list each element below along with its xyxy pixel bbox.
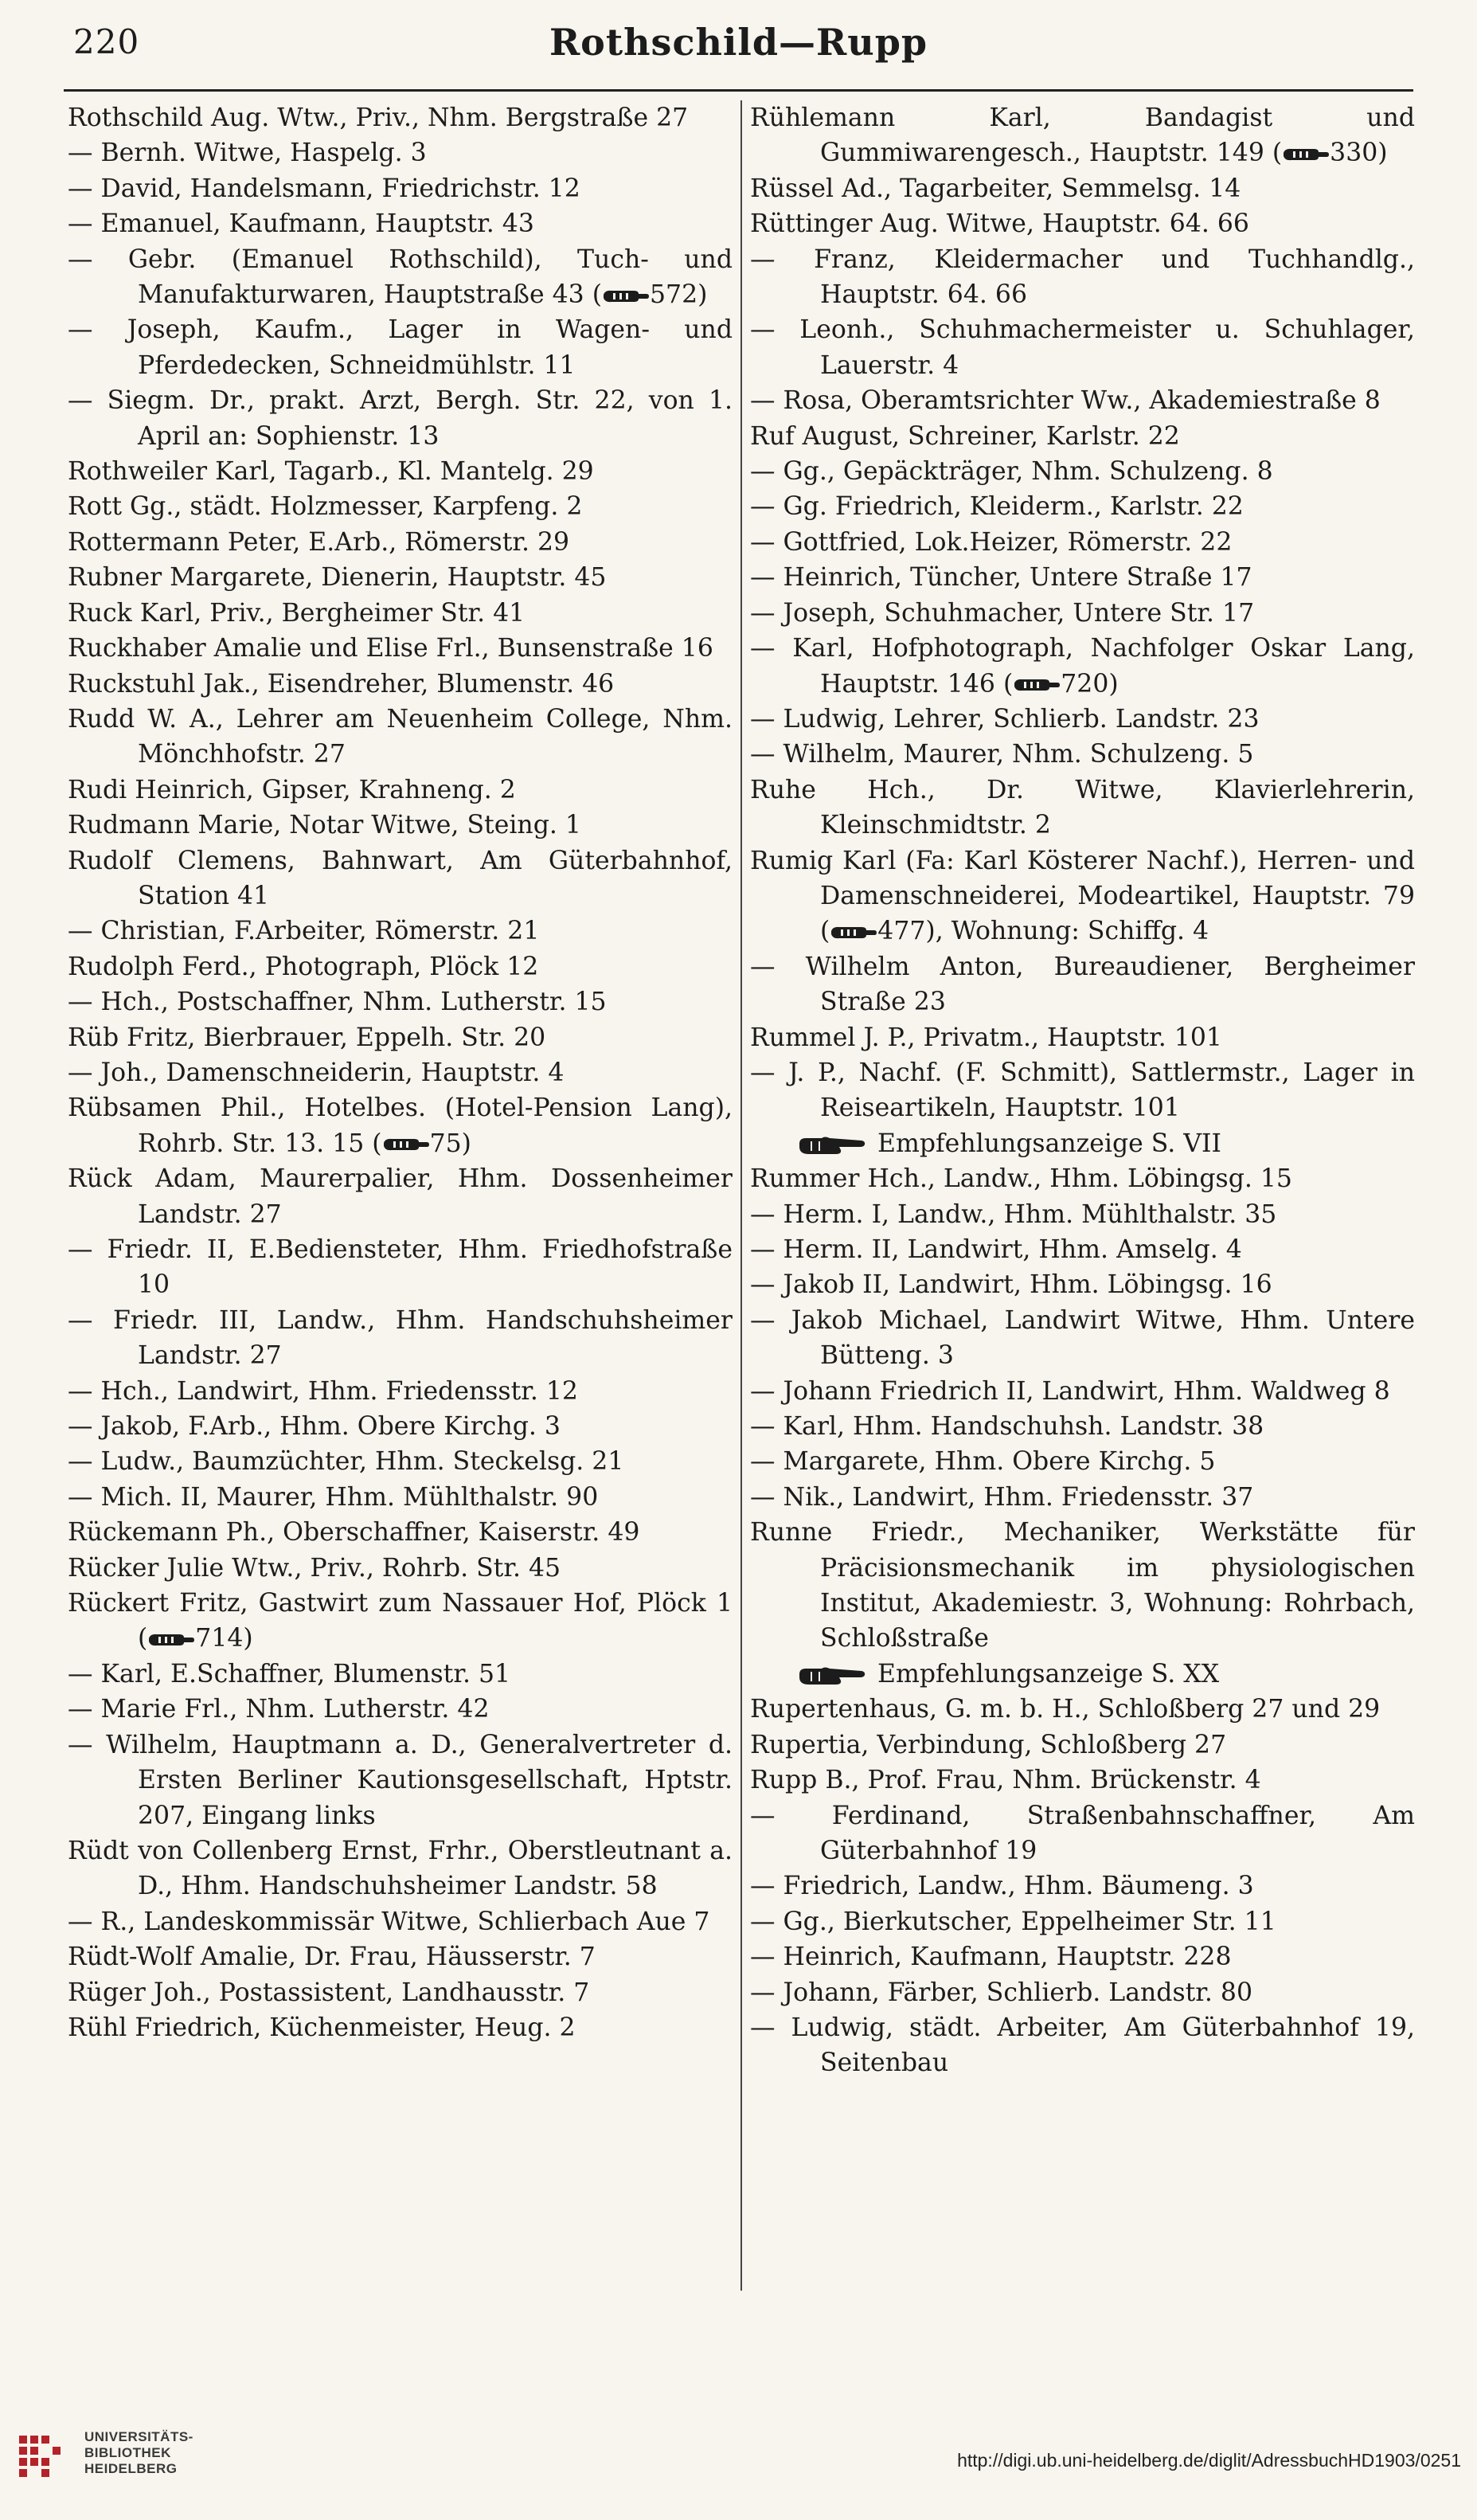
entry-text: — Hch., Postschaffner, Nhm. Lutherstr. 15 bbox=[68, 988, 607, 1017]
entry-text: — Karl, Hofphotograph, Nachfolger Oskar Lang, Hauptstr. 146 ( bbox=[750, 634, 1415, 698]
directory-entry bbox=[68, 596, 733, 631]
entry-text: Rüssel Ad., Tagarbeiter, Semmelsg. 14 bbox=[750, 174, 1241, 203]
notice-text: Empfehlungsanzeige S. VII bbox=[877, 1129, 1221, 1158]
page-header bbox=[0, 0, 1477, 104]
entry-text: — Friedrich, Landw., Hhm. Bäumeng. 3 bbox=[750, 1872, 1254, 1901]
directory-entry bbox=[750, 206, 1415, 241]
directory-entry bbox=[750, 1798, 1415, 1869]
directory-entry bbox=[750, 1409, 1415, 1444]
directory-entry bbox=[68, 489, 733, 524]
entry-text: — Joseph, Schuhmacher, Untere Str. 17 bbox=[750, 598, 1255, 628]
directory-entry bbox=[750, 631, 1415, 702]
entry-text: Rudi Heinrich, Gipser, Krahneng. 2 bbox=[68, 775, 516, 804]
directory-entry bbox=[750, 1763, 1415, 1798]
entry-text: Rupertenhaus, G. m. b. H., Schloßberg 27 und 29 bbox=[750, 1695, 1381, 1724]
entry-text: — Jakob II, Landwirt, Hhm. Löbingsg. 16 bbox=[750, 1270, 1272, 1300]
entry-text: — Herm. I, Landw., Hhm. Mühlthalstr. 35 bbox=[750, 1199, 1277, 1229]
directory-entry bbox=[750, 1267, 1415, 1302]
header-rule bbox=[64, 89, 1413, 92]
entry-text: Rühlemann Karl, Bandagist und Gummiwarengesch., Hauptstr. 149 ( bbox=[750, 104, 1415, 168]
entry-text: — Wilhelm, Maurer, Nhm. Schulzeng. 5 bbox=[750, 740, 1254, 769]
library-name-line-2: BIBLIOTHEK bbox=[84, 2445, 171, 2460]
entry-text: Ruckhaber Amalie und Elise Frl., Bunsenstraße 16 bbox=[68, 634, 713, 663]
entry-text: Rücker Julie Wtw., Priv., Rohrb. Str. 45 bbox=[68, 1553, 561, 1583]
entry-text: Rummer Hch., Landw., Hhm. Löbingsg. 15 bbox=[750, 1164, 1292, 1194]
library-logo-icon bbox=[14, 2428, 72, 2485]
entry-text: — Johann Friedrich II, Landwirt, Hhm. Waldweg 8 bbox=[750, 1376, 1390, 1406]
entry-text: — Emanuel, Kaufmann, Hauptstr. 43 bbox=[68, 209, 534, 239]
directory-entry bbox=[750, 1904, 1415, 1939]
directory-entry bbox=[68, 1833, 733, 1904]
source-url[interactable]: http://digi.ub.uni-heidelberg.de/diglit/AdressbuchHD1903/0251 bbox=[957, 2450, 1461, 2471]
directory-entry bbox=[750, 100, 1415, 171]
right-column bbox=[750, 100, 1415, 2330]
directory-entry bbox=[750, 1480, 1415, 1515]
entry-text: — Karl, Hhm. Handschuhsh. Landstr. 38 bbox=[750, 1412, 1264, 1442]
directory-entry bbox=[750, 596, 1415, 631]
telephone-number: 572 bbox=[650, 280, 698, 310]
directory-entry bbox=[68, 1444, 733, 1479]
directory-entry bbox=[68, 454, 733, 489]
entry-text: — Ludwig, städt. Arbeiter, Am Güterbahnhof 19, Seitenbau bbox=[750, 2013, 1415, 2078]
entry-text-after: ), Wohnung: Schiffg. 4 bbox=[925, 917, 1209, 946]
directory-entry bbox=[68, 631, 733, 666]
telephone-hand-icon bbox=[1013, 676, 1061, 694]
directory-entry bbox=[68, 949, 733, 984]
directory-entry bbox=[68, 1692, 733, 1727]
directory-entry bbox=[750, 1197, 1415, 1232]
entry-text: Ruf August, Schreiner, Karlstr. 22 bbox=[750, 421, 1180, 451]
entry-text: — Margarete, Hhm. Obere Kirchg. 5 bbox=[750, 1447, 1216, 1477]
library-name-line-3: HEIDELBERG bbox=[84, 2461, 178, 2476]
entry-text: — Herm. II, Landwirt, Hhm. Amselg. 4 bbox=[750, 1235, 1242, 1264]
notice-entry bbox=[750, 1126, 1415, 1161]
directory-entry bbox=[68, 1303, 733, 1374]
entry-text-after: ) bbox=[461, 1129, 471, 1158]
directory-entry bbox=[750, 419, 1415, 454]
entry-text: — Ludwig, Lehrer, Schlierb. Landstr. 23 bbox=[750, 704, 1260, 734]
entry-text: Rudolf Clemens, Bahnwart, Am Güterbahnhof, Station 41 bbox=[68, 846, 733, 910]
directory-entry bbox=[68, 525, 733, 560]
entry-text: Rudolph Ferd., Photograph, Plöck 12 bbox=[68, 952, 539, 981]
entry-text: — Nik., Landwirt, Hhm. Friedensstr. 37 bbox=[750, 1482, 1254, 1512]
entry-text: — Gg., Bierkutscher, Eppelheimer Str. 11 bbox=[750, 1907, 1276, 1936]
directory-entry bbox=[750, 737, 1415, 772]
notice-entry bbox=[750, 1657, 1415, 1692]
entry-text: — Wilhelm, Hauptmann a. D., Generalvertreter d. Ersten Berliner Kautionsgesellschaft, Hptstr. 207, Eingang links bbox=[68, 1730, 733, 1830]
entry-text: Ruhe Hch., Dr. Witwe, Klavierlehrerin, Kleinschmidtstr. 2 bbox=[750, 775, 1415, 840]
notice-text: Empfehlungsanzeige S. XX bbox=[877, 1659, 1220, 1688]
entry-text: Rüdt-Wolf Amalie, Dr. Frau, Häusserstr. 7 bbox=[68, 1943, 596, 1972]
directory-entry bbox=[750, 1975, 1415, 2010]
directory-entry bbox=[68, 312, 733, 383]
entry-text-after: ) bbox=[697, 280, 708, 310]
pointing-hand-icon bbox=[798, 1663, 866, 1687]
telephone-hand-icon bbox=[1282, 146, 1330, 163]
entry-text: — David, Handelsmann, Friedrichstr. 12 bbox=[68, 174, 580, 203]
directory-entry bbox=[68, 1586, 733, 1657]
entry-text: — J. P., Nachf. (F. Schmitt), Sattlermstr., Lager in Reiseartikeln, Hauptstr. 101 bbox=[750, 1058, 1415, 1123]
entry-text: — Karl, E.Schaffner, Blumenstr. 51 bbox=[68, 1659, 511, 1688]
directory-entry bbox=[68, 1657, 733, 1692]
directory-entry bbox=[750, 383, 1415, 418]
entry-text: Rothschild Aug. Wtw., Priv., Nhm. Bergstraße 27 bbox=[68, 104, 689, 132]
entry-text: Rupertia, Verbindung, Schloßberg 27 bbox=[750, 1730, 1227, 1759]
entry-text: Rückemann Ph., Oberschaffner, Kaiserstr. 49 bbox=[68, 1518, 640, 1548]
directory-entry bbox=[68, 1409, 733, 1444]
directory-entry bbox=[750, 773, 1415, 843]
entry-text: — Heinrich, Tüncher, Untere Straße 17 bbox=[750, 563, 1252, 593]
entry-text-after: ) bbox=[1108, 669, 1119, 698]
directory-entry bbox=[750, 1020, 1415, 1055]
directory-entry bbox=[750, 1232, 1415, 1267]
directory-entry bbox=[68, 1020, 733, 1055]
entry-text: Rothweiler Karl, Tagarb., Kl. Mantelg. 29 bbox=[68, 457, 594, 487]
entry-text: — Johann, Färber, Schlierb. Landstr. 80 bbox=[750, 1978, 1252, 2007]
directory-entry bbox=[68, 100, 733, 135]
entry-text: — Leonh., Schuhmachermeister u. Schuhlager, Lauerstr. 4 bbox=[750, 315, 1415, 380]
directory-entry bbox=[68, 808, 733, 843]
directory-entry bbox=[68, 773, 733, 808]
directory-entry bbox=[68, 1374, 733, 1409]
entry-text: — Jakob, F.Arb., Hhm. Obere Kirchg. 3 bbox=[68, 1412, 561, 1442]
telephone-hand-icon bbox=[830, 924, 877, 941]
telephone-number: 720 bbox=[1061, 669, 1109, 698]
directory-entry bbox=[68, 1232, 733, 1303]
directory-entry bbox=[750, 949, 1415, 1020]
entry-text: — Joseph, Kaufm., Lager in Wagen- und Pferdedecken, Schneidmühlstr. 11 bbox=[68, 315, 733, 380]
library-name-line-1: UNIVERSITÄTS- bbox=[84, 2429, 193, 2444]
entry-text: Rudmann Marie, Notar Witwe, Steing. 1 bbox=[68, 811, 581, 840]
page-number: 220 bbox=[73, 22, 140, 61]
running-title: Rothschild—Rupp bbox=[549, 21, 928, 64]
directory-entry bbox=[68, 1055, 733, 1090]
directory-entry bbox=[68, 1904, 733, 1939]
directory-entry bbox=[68, 1551, 733, 1586]
entry-text: — Christian, F.Arbeiter, Römerstr. 21 bbox=[68, 917, 540, 946]
directory-entry bbox=[750, 1515, 1415, 1657]
directory-entry bbox=[750, 525, 1415, 560]
directory-entry bbox=[68, 667, 733, 702]
telephone-number: 714 bbox=[195, 1624, 244, 1653]
telephone-hand-icon bbox=[602, 288, 650, 305]
entry-text: Rupp B., Prof. Frau, Nhm. Brückenstr. 4 bbox=[750, 1766, 1261, 1795]
entry-text: — Gebr. (Emanuel Rothschild), Tuch- und Manufakturwaren, Hauptstraße 43 ( bbox=[68, 245, 733, 310]
pointing-hand-icon bbox=[798, 1133, 866, 1156]
entry-text: Ruck Karl, Priv., Bergheimer Str. 41 bbox=[68, 598, 526, 628]
entry-text: Rückert Fritz, Gastwirt zum Nassauer Hof, Plöck 1 ( bbox=[68, 1589, 733, 1653]
directory-entry bbox=[68, 560, 733, 595]
directory-entry bbox=[68, 1939, 733, 1974]
entry-text: Rumig Karl (Fa: Karl Kösterer Nachf.), Herren- und Damenschneiderei, Modeartikel, Hauptstr. 79 ( bbox=[750, 846, 1415, 946]
entry-text: — Wilhelm Anton, Bureaudiener, Bergheimer Straße 23 bbox=[750, 952, 1415, 1017]
directory-entry bbox=[750, 1728, 1415, 1763]
telephone-hand-icon bbox=[147, 1631, 195, 1649]
directory-entry bbox=[68, 1480, 733, 1515]
entry-text: Rübsamen Phil., Hotelbes. (Hotel-Pension Lang), Rohrb. Str. 13. 15 ( bbox=[68, 1094, 733, 1158]
entry-text: — Jakob Michael, Landwirt Witwe, Hhm. Untere Bütteng. 3 bbox=[750, 1305, 1415, 1371]
left-column bbox=[68, 100, 733, 2330]
entry-text: — Ferdinand, Straßenbahnschaffner, Am Güterbahnhof 19 bbox=[750, 1801, 1415, 1865]
entry-text: Rüttinger Aug. Witwe, Hauptstr. 64. 66 bbox=[750, 209, 1249, 239]
directory-entry bbox=[68, 206, 733, 241]
column-divider bbox=[740, 100, 742, 2291]
directory-entry bbox=[750, 1055, 1415, 1126]
entry-text: Rühl Friedrich, Küchenmeister, Heug. 2 bbox=[68, 2013, 576, 2042]
entry-text: Rüger Joh., Postassistent, Landhausstr. 7 bbox=[68, 1978, 590, 2007]
directory-entry bbox=[750, 1868, 1415, 1904]
directory-entry bbox=[68, 242, 733, 313]
directory-entry bbox=[68, 1090, 733, 1161]
directory-entry bbox=[68, 843, 733, 914]
directory-entry bbox=[68, 2010, 733, 2045]
telephone-number: 330 bbox=[1330, 139, 1378, 168]
entry-text: Rubner Margarete, Dienerin, Hauptstr. 45 bbox=[68, 563, 607, 593]
entry-text: — Franz, Kleidermacher und Tuchhandlg., Hauptstr. 64. 66 bbox=[750, 245, 1415, 310]
directory-entry bbox=[750, 312, 1415, 383]
directory-entry bbox=[68, 135, 733, 170]
entry-text: — Gottfried, Lok.Heizer, Römerstr. 22 bbox=[750, 527, 1233, 557]
entry-text: — Hch., Landwirt, Hhm. Friedensstr. 12 bbox=[68, 1376, 578, 1406]
directory-entry bbox=[750, 1939, 1415, 1974]
directory-entry bbox=[68, 984, 733, 1019]
directory-entry bbox=[750, 1374, 1415, 1409]
entry-text: Runne Friedr., Mechaniker, Werkstätte für Präcisionsmechanik im physiologischen Institut, Akademiestr. 3, Wohnung: Rohrbach, Schloßstraße bbox=[750, 1518, 1415, 1653]
directory-entry bbox=[68, 1161, 733, 1232]
entry-text: Rüb Fritz, Bierbrauer, Eppelh. Str. 20 bbox=[68, 1023, 546, 1052]
entry-text: — Gg., Gepäckträger, Nhm. Schulzeng. 8 bbox=[750, 457, 1273, 487]
entry-text: — Joh., Damenschneiderin, Hauptstr. 4 bbox=[68, 1058, 565, 1087]
entry-text: Rüdt von Collenberg Ernst, Frhr., Oberstleutnant a. D., Hhm. Handschuhsheimer Landstr. 58 bbox=[68, 1836, 733, 1901]
entry-text: — Friedr. II, E.Bediensteter, Hhm. Friedhofstraße 10 bbox=[68, 1235, 733, 1300]
directory-entry bbox=[750, 489, 1415, 524]
entry-text: Ruckstuhl Jak., Eisendreher, Blumenstr. 46 bbox=[68, 669, 615, 698]
directory-entry bbox=[750, 1303, 1415, 1374]
entry-text: — Friedr. III, Landw., Hhm. Handschuhsheimer Landstr. 27 bbox=[68, 1305, 733, 1371]
directory-entry bbox=[750, 1161, 1415, 1196]
directory-entry bbox=[750, 2010, 1415, 2081]
directory-entry bbox=[750, 242, 1415, 313]
entry-text: Rottermann Peter, E.Arb., Römerstr. 29 bbox=[68, 527, 570, 557]
directory-entry bbox=[750, 1444, 1415, 1479]
entry-text: — Gg. Friedrich, Kleiderm., Karlstr. 22 bbox=[750, 492, 1244, 522]
directory-entry bbox=[750, 560, 1415, 595]
entry-text: — Heinrich, Kaufmann, Hauptstr. 228 bbox=[750, 1943, 1232, 1972]
entry-text-after: ) bbox=[1377, 139, 1388, 168]
directory-entry bbox=[750, 454, 1415, 489]
telephone-hand-icon bbox=[382, 1136, 430, 1153]
directory-entry bbox=[68, 383, 733, 454]
footer bbox=[0, 2381, 1477, 2520]
entry-text-after: ) bbox=[243, 1624, 253, 1653]
directory-entry bbox=[68, 702, 733, 773]
entry-text: Rück Adam, Maurerpalier, Hhm. Dossenheimer Landstr. 27 bbox=[68, 1164, 733, 1229]
directory-entry bbox=[68, 1728, 733, 1833]
directory-entry bbox=[750, 171, 1415, 206]
entry-text: Rudd W. A., Lehrer am Neuenheim College, Nhm. Mönchhofstr. 27 bbox=[68, 704, 733, 769]
directory-entry bbox=[750, 702, 1415, 737]
entry-text: — Siegm. Dr., prakt. Arzt, Bergh. Str. 22, von 1. April an: Sophienstr. 13 bbox=[68, 386, 733, 451]
entry-text: — Rosa, Oberamtsrichter Ww., Akademiestraße 8 bbox=[750, 386, 1381, 416]
directory-entry bbox=[68, 1515, 733, 1550]
directory-entry bbox=[750, 843, 1415, 949]
entry-text: Rummel J. P., Privatm., Hauptstr. 101 bbox=[750, 1023, 1222, 1052]
entry-text: — Bernh. Witwe, Haspelg. 3 bbox=[68, 139, 427, 168]
library-name bbox=[84, 2429, 193, 2477]
entry-text: Rott Gg., städt. Holzmesser, Karpfeng. 2 bbox=[68, 492, 583, 522]
telephone-number: 75 bbox=[429, 1129, 462, 1158]
directory-entry bbox=[750, 1692, 1415, 1727]
entry-text: — Mich. II, Maurer, Hhm. Mühlthalstr. 90 bbox=[68, 1482, 599, 1512]
entry-text: — Ludw., Baumzüchter, Hhm. Steckelsg. 21 bbox=[68, 1447, 624, 1477]
directory-entry bbox=[68, 171, 733, 206]
directory-entry bbox=[68, 914, 733, 949]
telephone-number: 477 bbox=[877, 917, 926, 946]
entry-text: — Marie Frl., Nhm. Lutherstr. 42 bbox=[68, 1695, 490, 1724]
directory-entry bbox=[68, 1975, 733, 2010]
entry-text: — R., Landeskommissär Witwe, Schlierbach Aue 7 bbox=[68, 1907, 710, 1936]
